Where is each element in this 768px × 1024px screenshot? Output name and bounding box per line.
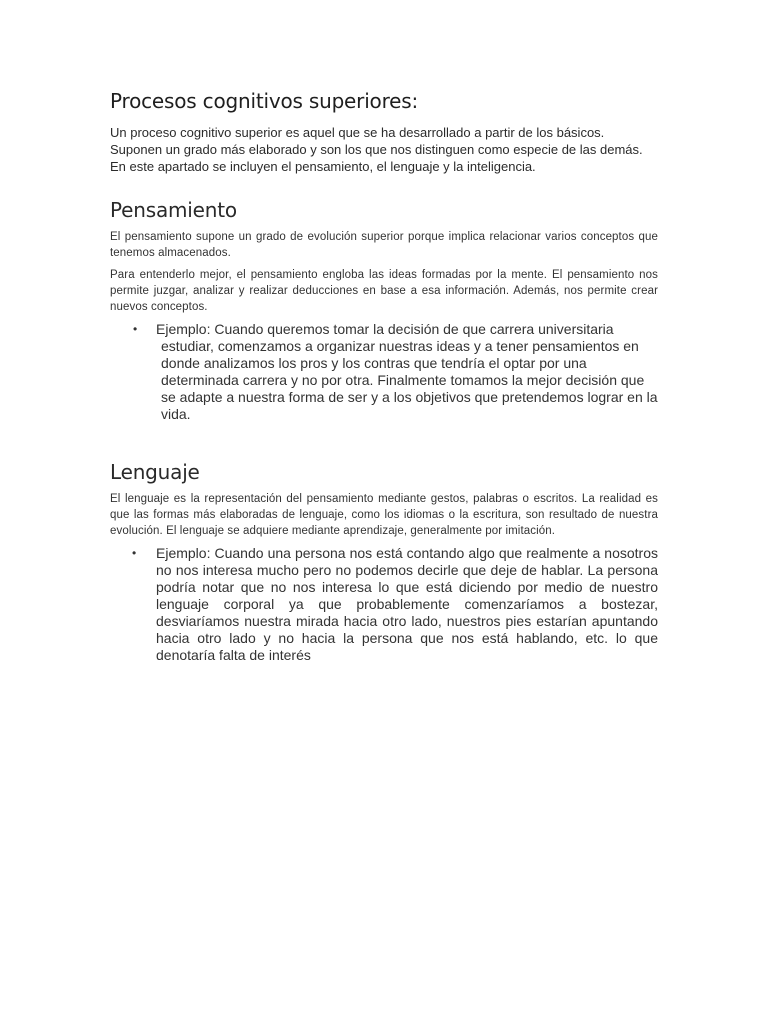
list-item: • Ejemplo: Cuando queremos tomar la decisión de que carrera universitaria estudiar, comenzamos a organizar nuestras ideas y a tener pensamientos en donde analizamos los pros y los contras que tendría el optar por una determinada carrera y no por otra. Finalmente tomamos la mejor decisión que se adapte a nuestra forma de ser y a los objetivos que pretendemos lograr en la vida. bbox=[133, 321, 658, 422]
pensamiento-example-text: Ejemplo: Cuando queremos tomar la decisión de que carrera universitaria estudiar, comenzamos a organizar nuestras ideas y a tener pensamientos en donde analizamos los pros y los contras que tendría el optar por una determinada carrera y no por otra. Finalmente tomamos la mejor decisión que se adapte a nuestra forma de ser y a los objetivos que pretendemos lograr en la vida. bbox=[156, 321, 658, 422]
section-heading-pensamiento: Pensamiento bbox=[110, 198, 237, 222]
document-title: Procesos cognitivos superiores: bbox=[110, 89, 419, 113]
pensamiento-example-list bbox=[110, 321, 658, 423]
lenguaje-example-text: Ejemplo: Cuando una persona nos está contando algo que realmente a nosotros no nos interesa mucho pero no podemos decirle que deje de hablar. La persona podría notar que no nos interesa lo que está diciendo por medio de nuestro lenguaje corporal ya que probablemente comenzaríamos a bostezar, desviaríamos nuestra mirada hacia otro lado, nuestros pies estarían apuntando hacia otro lado y no hacia la persona que nos está hablando, etc. lo que denotaría falta de interés bbox=[156, 545, 658, 663]
list-item bbox=[110, 545, 658, 664]
section-heading-lenguaje: Lenguaje bbox=[110, 460, 200, 484]
section-pensamiento bbox=[110, 197, 658, 423]
pensamiento-paragraph-2: Para entenderlo mejor, el pensamiento engloba las ideas formadas por la mente. El pensamiento nos permite juzgar, analizar y realizar deducciones en base a esa información. Además, nos permite crear nuevos conceptos. bbox=[110, 269, 658, 313]
lenguaje-paragraph-1: El lenguaje es la representación del pensamiento mediante gestos, palabras o escritos. La realidad es que las formas más elaboradas de lenguaje, como los idiomas o la escritura, son resultado de nuestra evolución. El lenguaje se adquiere mediante aprendizaje, generalmente por imitación. bbox=[110, 493, 658, 537]
document-body bbox=[110, 88, 658, 664]
bullet-icon: • bbox=[132, 546, 137, 560]
lenguaje-example-list bbox=[110, 545, 658, 664]
section-lenguaje bbox=[110, 459, 658, 664]
pensamiento-paragraph-1: El pensamiento supone un grado de evolución superior porque implica relacionar varios conceptos que tenemos almacenados. bbox=[110, 231, 658, 259]
intro-paragraph: Un proceso cognitivo superior es aquel que se ha desarrollado a partir de los básicos. Suponen un grado más elaborado y son los que nos distinguen como especie de las demás. En este apartado se incluyen el pensamiento, el lenguaje y la inteligencia. bbox=[110, 125, 643, 174]
